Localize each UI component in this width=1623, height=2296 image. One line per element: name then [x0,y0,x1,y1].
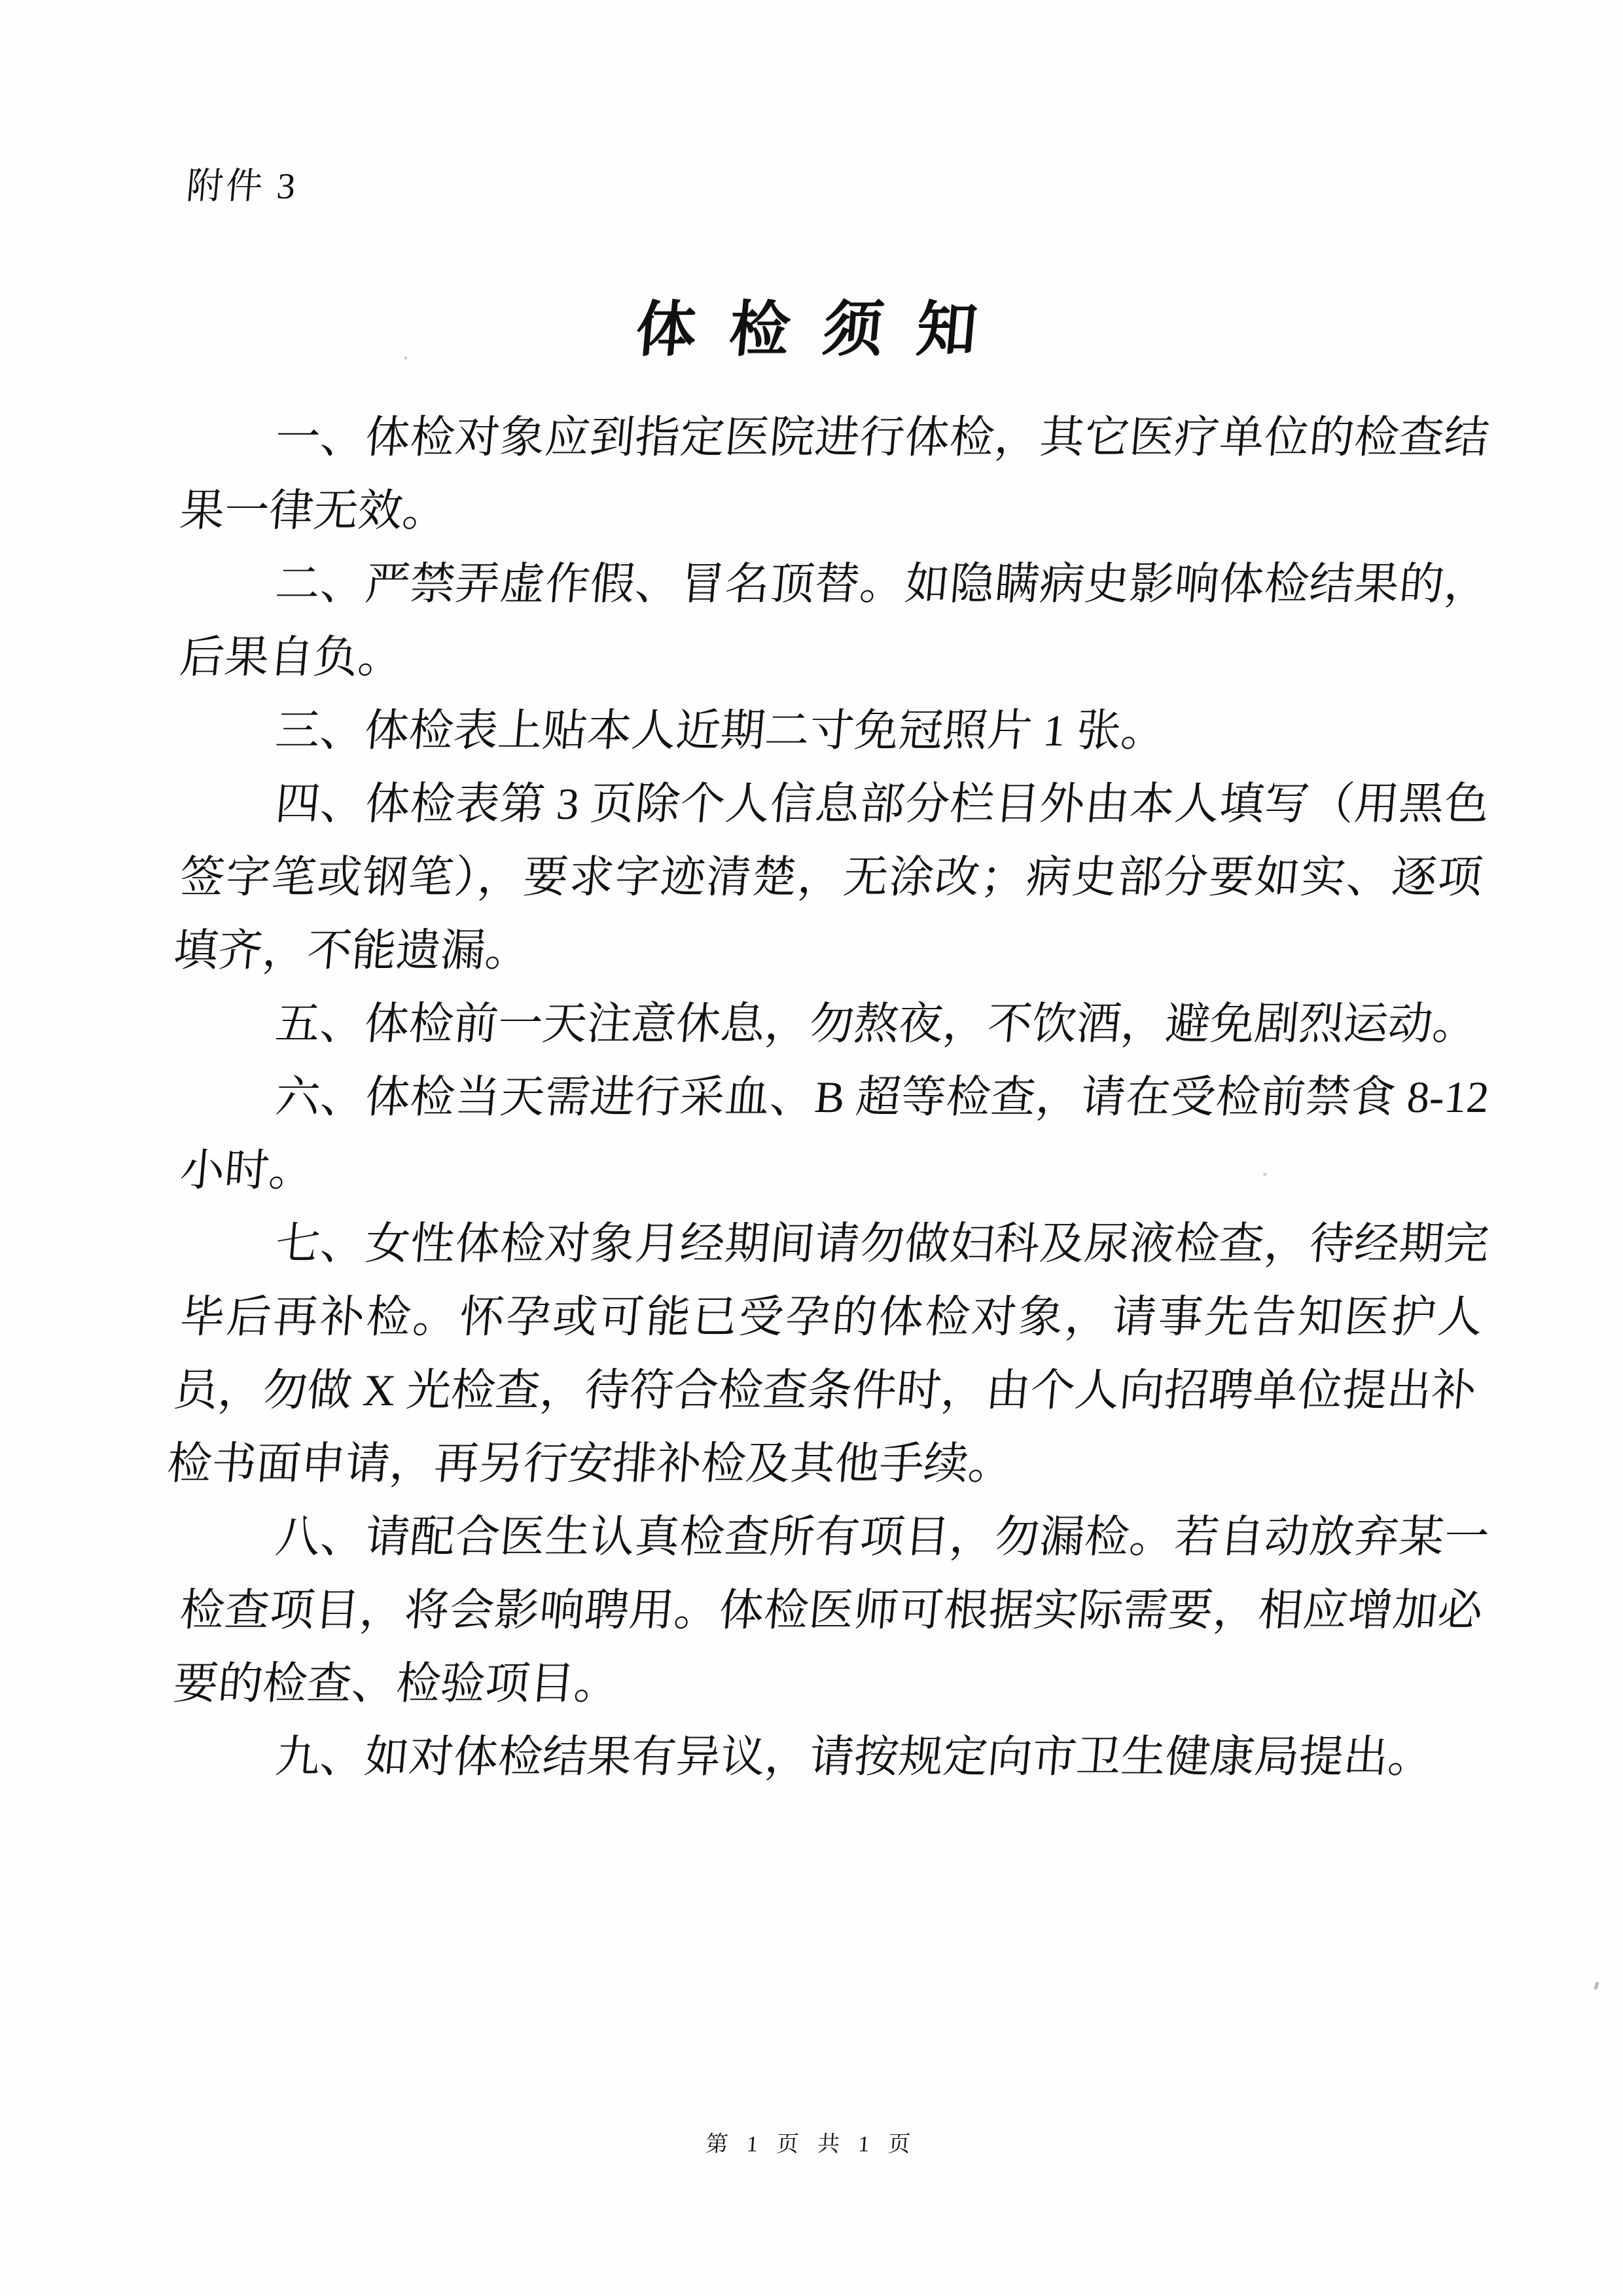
notice-paragraph-8: 八、请配合医生认真检查所有项目，勿漏检。若自动放弃某一检查项目，将会影响聘用。体检医师可根据实际需要，相应增加必要的检查、检验项目。 [171,1512,1491,1708]
notice-paragraph-1: 一、体检对象应到指定医院进行体检，其它医疗单位的检查结果一律无效。 [177,412,1491,535]
notice-paragraph-4: 四、体检表第 3 页除个人信息部分栏目外由本人填写（用黑色签字笔或钢笔），要求字迹清楚，无涂改；病史部分要如实、逐项填齐，不能遗漏。 [171,779,1491,975]
document-title: 体 检 须 知 [633,296,990,363]
attachment-label: 附件 3 [185,166,300,207]
notice-paragraph-3: 三、体检表上贴本人近期二寸免冠照片 1 张。 [273,706,1168,755]
scan-noise-speck [404,357,407,359]
notice-paragraph-9: 九、如对体检结果有异议，请按规定向市卫生健康局提出。 [273,1732,1435,1782]
page-number-indicator: 第 1 页 共 1 页 [705,2132,918,2157]
scan-noise-speck [1594,1982,1599,1990]
notice-paragraph-7: 七、女性体检对象月经期间请勿做妇科及尿液检查，待经期完毕后再补检。怀孕或可能已受孕的体检对象，请事先告知医护人员，勿做 X 光检查，待符合检查条件时，由个人向招聘单位提出补检书面申请，再另行安排补检及其他手续。 [165,1219,1491,1488]
scan-noise-speck [564,1513,566,1515]
scan-noise-speck [1263,1173,1267,1176]
notice-paragraph-6: 六、体检当天需进行采血、B 超等检查，请在受检前禁食 8-12 小时。 [177,1072,1491,1195]
notice-paragraph-5: 五、体检前一天注意休息，勿熬夜，不饮酒，避免剧烈运动。 [273,999,1480,1049]
notice-body [165,401,1492,1793]
notice-paragraph-2: 二、严禁弄虚作假、冒名顶替。如隐瞒病史影响体检结果的，后果自负。 [177,559,1491,682]
